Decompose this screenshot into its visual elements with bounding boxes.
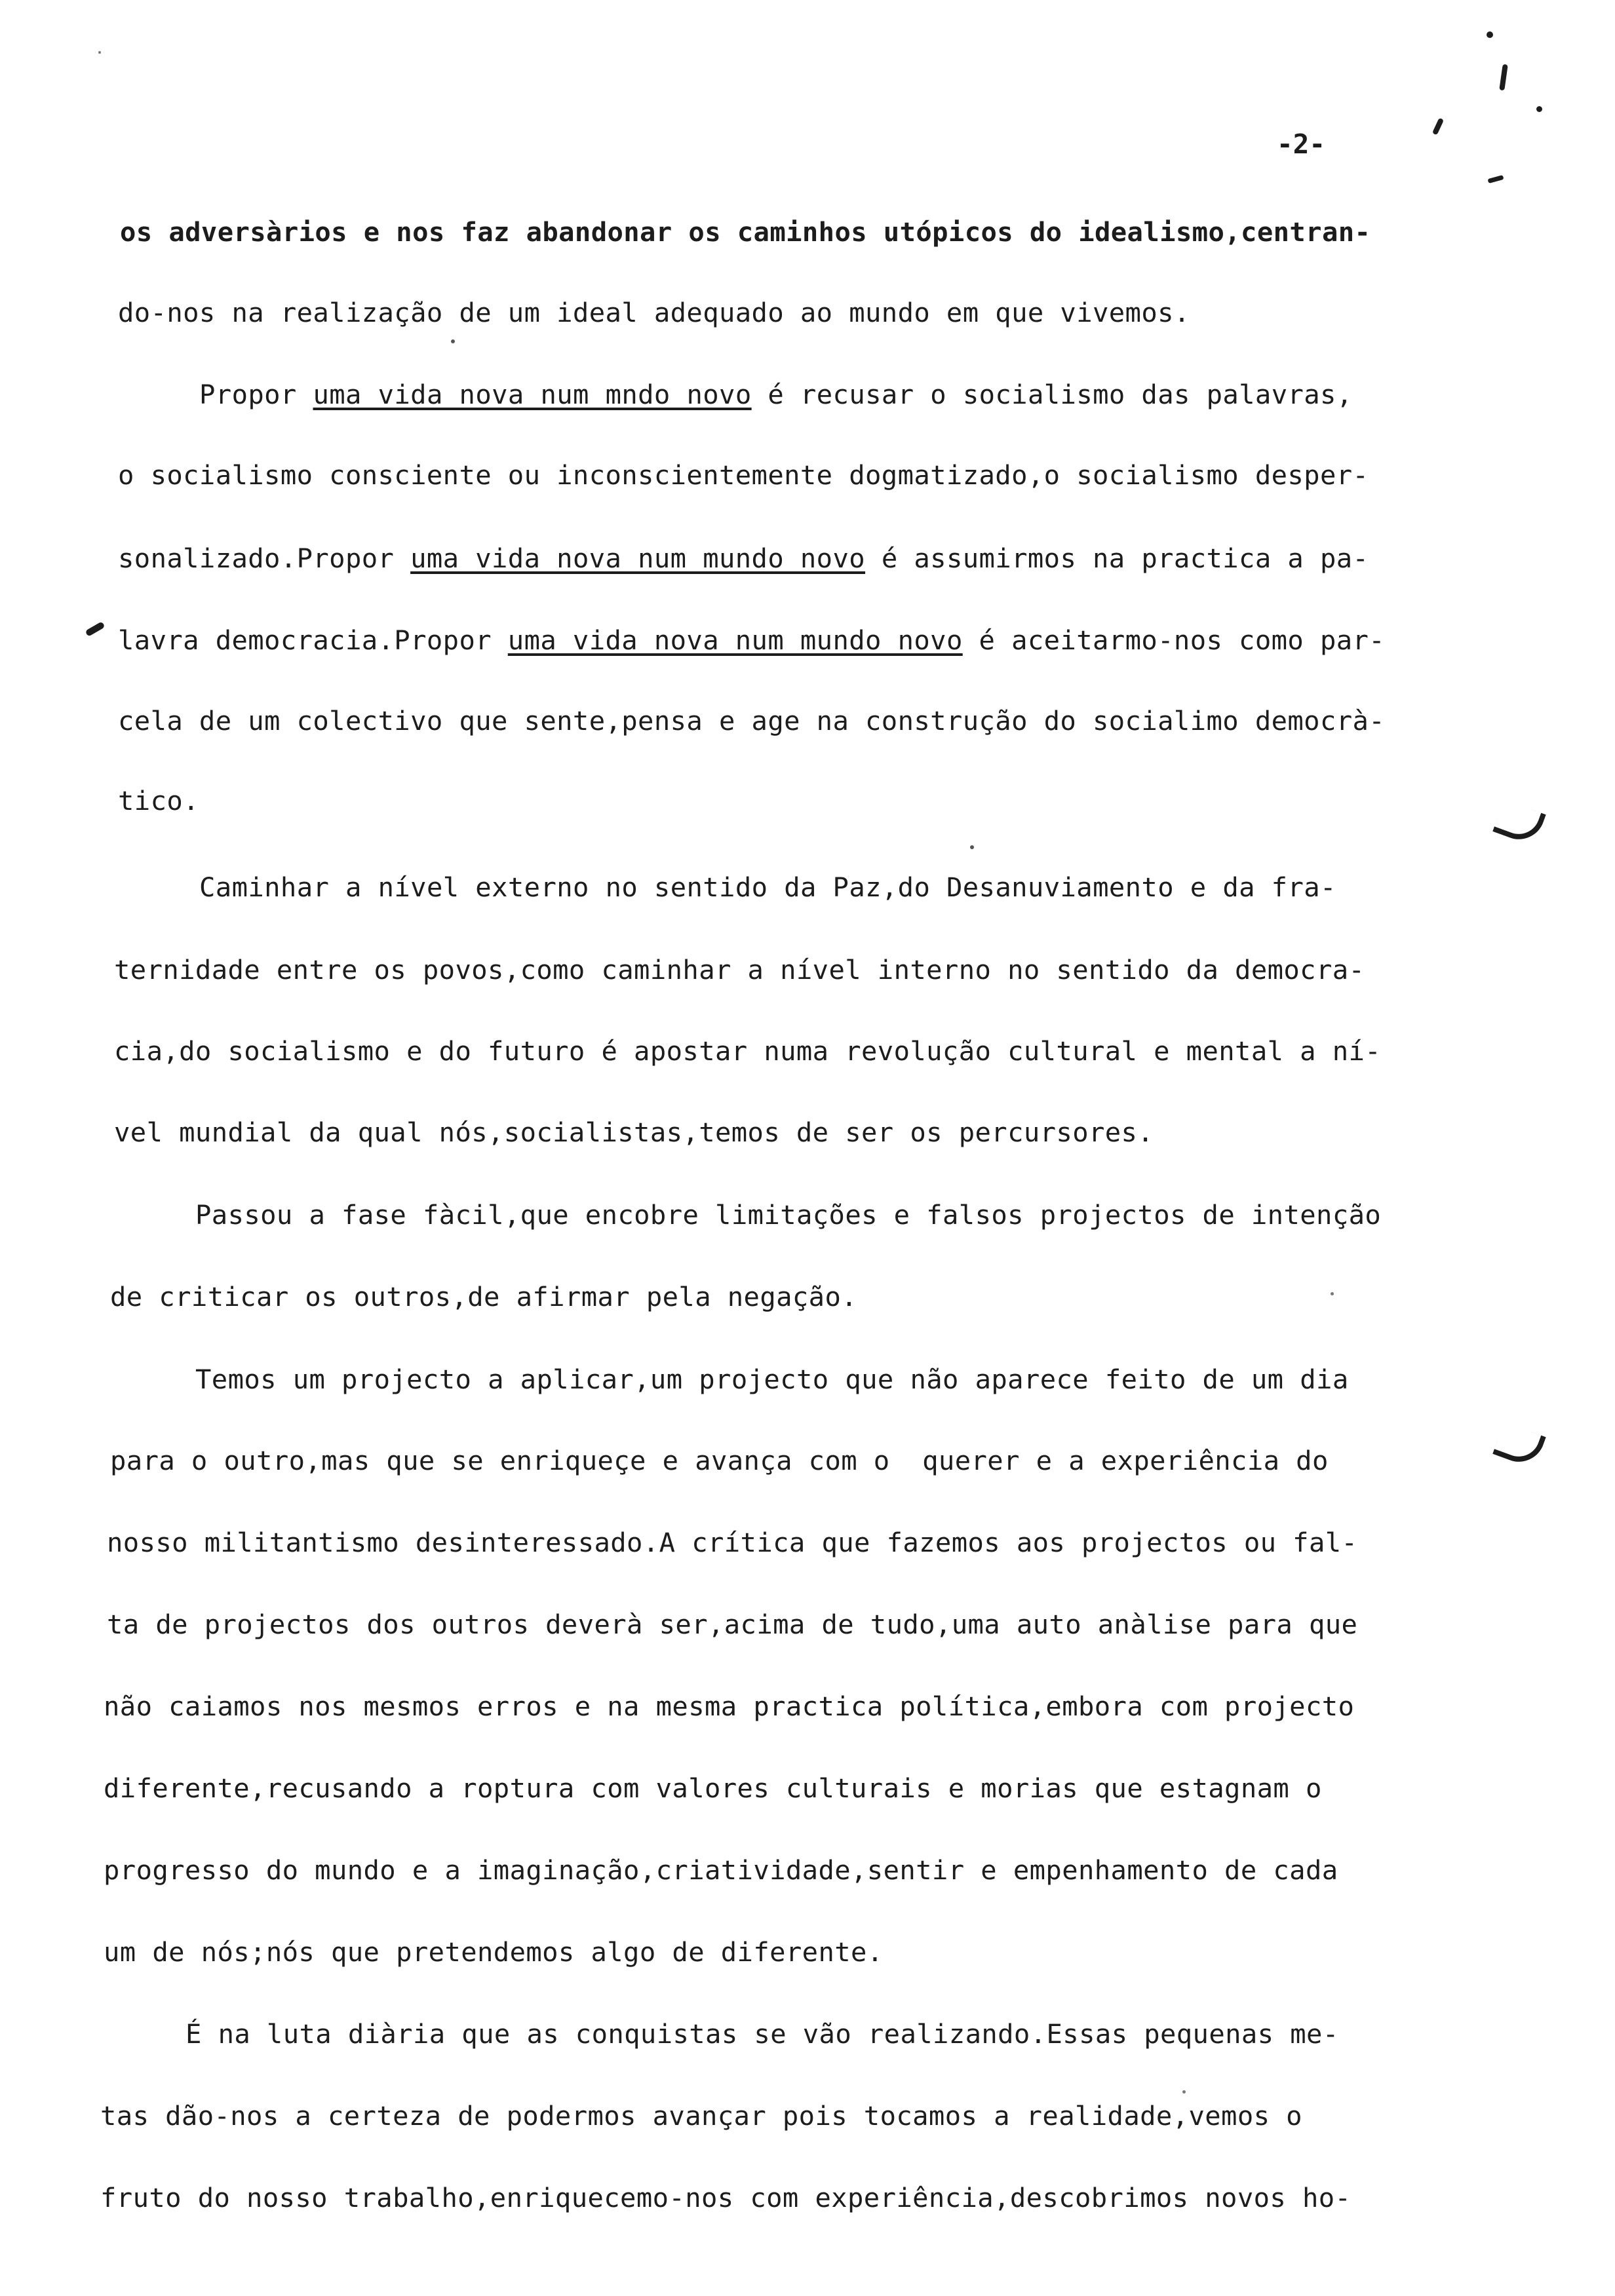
scan-dot-mark bbox=[1487, 31, 1493, 38]
text-line: vel mundial da qual nós,socialistas,temos de ser os percursores. bbox=[114, 1117, 1154, 1148]
scan-dot-mark bbox=[970, 845, 974, 849]
text-line: sonalizado.Propor uma vida nova num mundo novo é assumirmos na practica a pa- bbox=[118, 543, 1369, 574]
text-line: cia,do socialismo e do futuro é apostar numa revolução cultural e mental a ní- bbox=[114, 1035, 1382, 1067]
underlined-phrase: uma vida nova num mundo novo bbox=[507, 624, 963, 656]
text-line: progresso do mundo e a imaginação,criatividade,sentir e empenhamento de cada bbox=[104, 1854, 1338, 1886]
text-line: ternidade entre os povos,como caminhar a nível interno no sentido da democra- bbox=[114, 954, 1365, 985]
text-line: Propor uma vida nova num mndo novo é recusar o socialismo das palavras, bbox=[199, 379, 1353, 410]
scan-dot-mark bbox=[98, 51, 101, 54]
text-line: Temos um projecto a aplicar,um projecto que não aparece feito de um dia bbox=[195, 1364, 1349, 1395]
scan-stroke-mark bbox=[1499, 64, 1508, 91]
scan-dot-mark bbox=[1536, 106, 1542, 112]
margin-curve-mark bbox=[1492, 799, 1546, 847]
margin-curve-mark bbox=[1492, 1422, 1546, 1469]
text-line: do-nos na realização de um ideal adequado ao mundo em que vivemos. bbox=[118, 297, 1190, 328]
text-line: não caiamos nos mesmos erros e na mesma practica política,embora com projecto bbox=[104, 1691, 1355, 1722]
text-line: para o outro,mas que se enriqueçe e avança com o querer e a experiência do bbox=[110, 1445, 1329, 1476]
underlined-phrase: uma vida nova num mundo novo bbox=[410, 543, 866, 574]
text-line: cela de um colectivo que sente,pensa e age na construção do socialimo democrà- bbox=[118, 705, 1386, 737]
scan-stroke-mark bbox=[1432, 118, 1444, 136]
text-line: lavra democracia.Propor uma vida nova num mundo novo é aceitarmo-nos como par- bbox=[118, 624, 1386, 656]
text-line: nosso militantismo desinteressado.A crítica que fazemos aos projectos ou fal- bbox=[107, 1527, 1358, 1558]
text-line: Caminhar a nível externo no sentido da Paz,do Desanuviamento e da fra- bbox=[199, 871, 1336, 903]
scan-dot-mark bbox=[1182, 2090, 1186, 2094]
text-line: tas dão-nos a certeza de podermos avançar pois tocamos a realidade,vemos o bbox=[100, 2100, 1302, 2132]
text-line: diferente,recusando a roptura com valores culturais e morias que estagnam o bbox=[104, 1772, 1322, 1804]
text-line: Passou a fase fàcil,que encobre limitações e falsos projectos de intenção bbox=[195, 1199, 1382, 1231]
scan-dot-mark bbox=[451, 339, 455, 343]
text-line: É na luta diària que as conquistas se vão realizando.Essas pequenas me- bbox=[185, 2018, 1339, 2050]
text-line: os adversàrios e nos faz abandonar os caminhos utópicos do idealismo,centran- bbox=[120, 216, 1371, 248]
margin-tick-mark bbox=[85, 621, 106, 637]
text-line: ta de projectos dos outros deverà ser,acima de tudo,uma auto anàlise para que bbox=[107, 1609, 1358, 1640]
underlined-phrase: uma vida nova num mndo novo bbox=[313, 379, 752, 410]
text-line: de criticar os outros,de afirmar pela negação. bbox=[110, 1281, 858, 1312]
text-line: fruto do nosso trabalho,enriquecemo-nos com experiência,descobrimos novos ho- bbox=[100, 2182, 1352, 2213]
text-line: um de nós;nós que pretendemos algo de diferente. bbox=[104, 1936, 884, 1968]
text-line: o socialismo consciente ou inconscientemente dogmatizado,o socialismo desper- bbox=[118, 459, 1369, 491]
page-number: -2- bbox=[1277, 128, 1326, 160]
scan-stroke-mark bbox=[1488, 175, 1504, 183]
scan-dot-mark bbox=[1331, 1292, 1334, 1295]
text-line: tico. bbox=[118, 785, 199, 816]
